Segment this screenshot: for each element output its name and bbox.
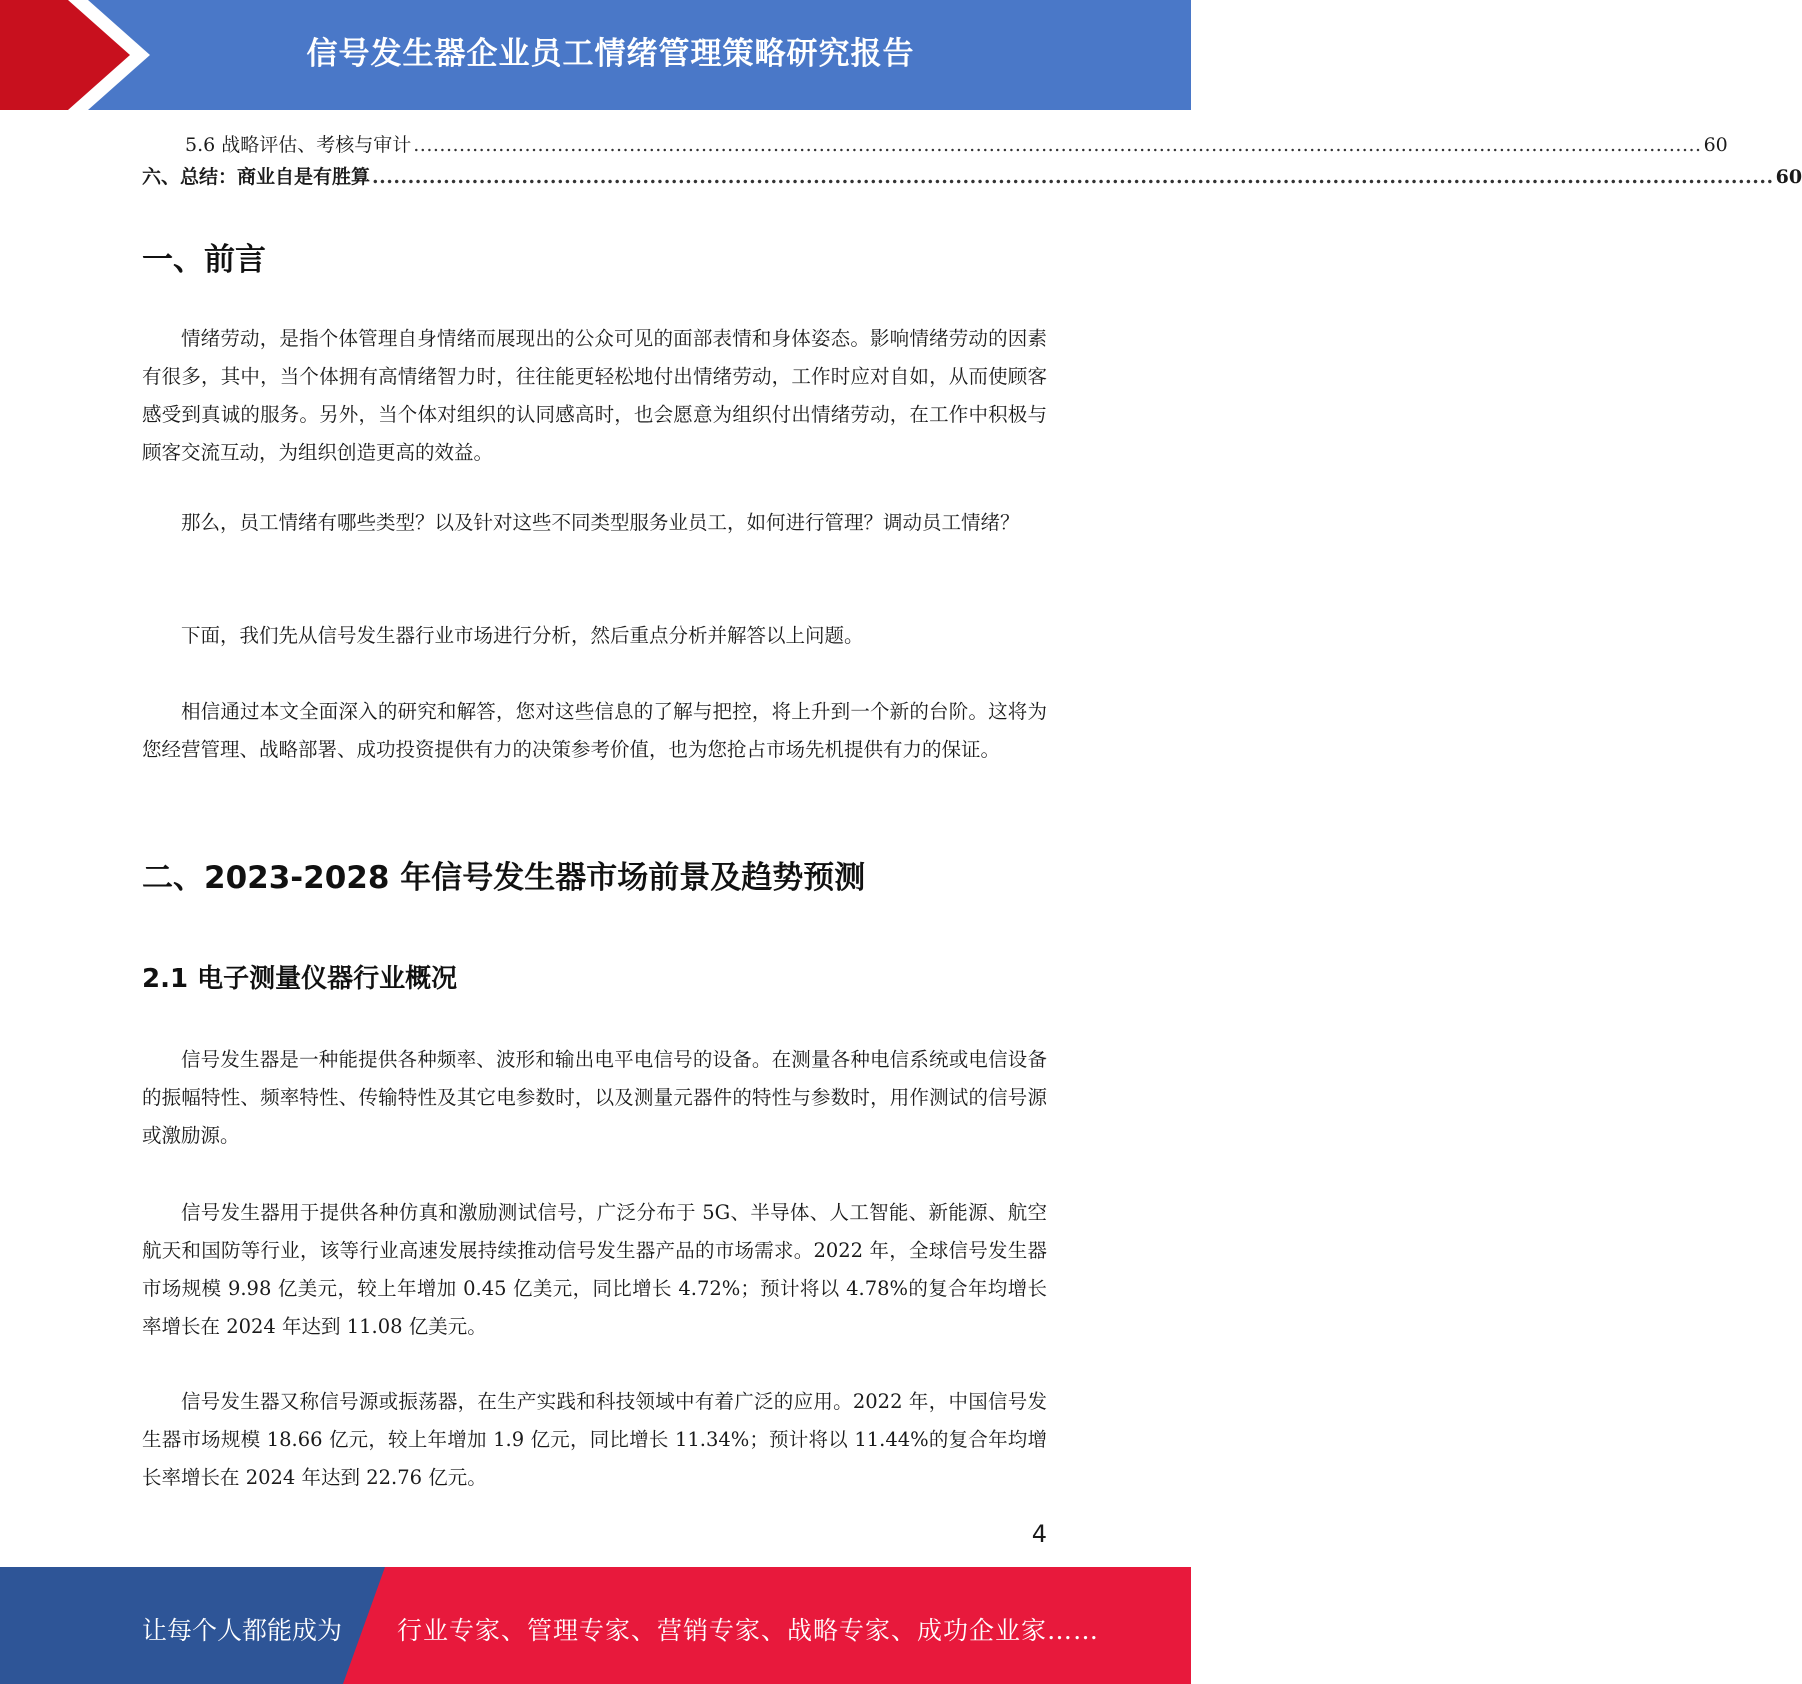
header-band	[0, 0, 1191, 110]
toc-leader-dots: .....................................................................................................................................................................................................	[372, 166, 1774, 188]
toc-entry-label: 六、总结：商业自是有胜算	[142, 166, 371, 188]
section-heading-preface: 一、前言	[142, 242, 266, 278]
paragraph: 那么，员工情绪有哪些类型？以及针对这些不同类型服务业员工，如何进行管理？调动员工情绪？	[181, 511, 1020, 534]
paragraph: 信号发生器是一种能提供各种频率、波形和输出电平电信号的设备。在测量各种电信系统或电信设备的振幅特性、频率特性、传输特性及其它电参数时，以及测量元器件的特性与参数时，用作测试的信号源或激励源。	[142, 1048, 1047, 1147]
paragraph: 情绪劳动，是指个体管理自身情绪而展现出的公众可见的面部表情和身体姿态。影响情绪劳动的因素有很多，其中，当个体拥有高情绪智力时，往往能更轻松地付出情绪劳动，工作时应对自如，从而使顾客感受到真诚的服务。另外，当个体对组织的认同感高时，也会愿意为组织付出情绪劳动，在工作中积极与顾客交流互动，为组织创造更高的效益。	[142, 327, 1047, 464]
page-number: 4	[1031, 1520, 1047, 1548]
footer-band	[0, 1567, 1191, 1684]
footer-slogan-right: 行业专家、管理专家、营销专家、战略专家、成功企业家……	[397, 1616, 1100, 1645]
paragraph: 下面，我们先从信号发生器行业市场进行分析，然后重点分析并解答以上问题。	[181, 624, 864, 647]
toc-entry[interactable]	[185, 130, 1728, 157]
toc-leader-dots: .....................................................................................................................................................................................................	[413, 134, 1702, 156]
toc-entry-page: 60	[1775, 166, 1802, 188]
report-title: 信号发生器企业员工情绪管理策略研究报告	[306, 36, 915, 72]
subsection-heading: 2.1 电子测量仪器行业概况	[142, 964, 458, 994]
toc-entry[interactable]	[142, 162, 1802, 189]
paragraph: 相信通过本文全面深入的研究和解答，您对这些信息的了解与把控，将上升到一个新的台阶。这将为您经营管理、战略部署、成功投资提供有力的决策参考价值，也为您抢占市场先机提供有力的保证。	[142, 700, 1047, 761]
paragraph: 信号发生器用于提供各种仿真和激励测试信号，广泛分布于 5G、半导体、人工智能、新能源、航空航天和国防等行业，该等行业高速发展持续推动信号发生器产品的市场需求。2022 年，全球信号发生器市场规模 9.98 亿美元，较上年增加 0.45 亿美元，同比增长 4.72%；预计将以 4.78%的复合年均增长率增长在 2024 年达到 11.08 亿美元。	[142, 1201, 1047, 1338]
paragraph: 信号发生器又称信号源或振荡器，在生产实践和科技领域中有着广泛的应用。2022 年，中国信号发生器市场规模 18.66 亿元，较上年增加 1.9 亿元，同比增长 11.34%；预计将以 11.44%的复合年均增长率增长在 2024 年达到 22.76 亿元。	[142, 1390, 1047, 1489]
toc-entry-page: 60	[1703, 134, 1728, 156]
toc-entry-label: 5.6 战略评估、考核与审计	[185, 134, 412, 156]
footer-slogan-left: 让每个人都能成为	[142, 1616, 343, 1645]
section-heading-market: 二、2023-2028 年信号发生器市场前景及趋势预测	[142, 860, 866, 896]
